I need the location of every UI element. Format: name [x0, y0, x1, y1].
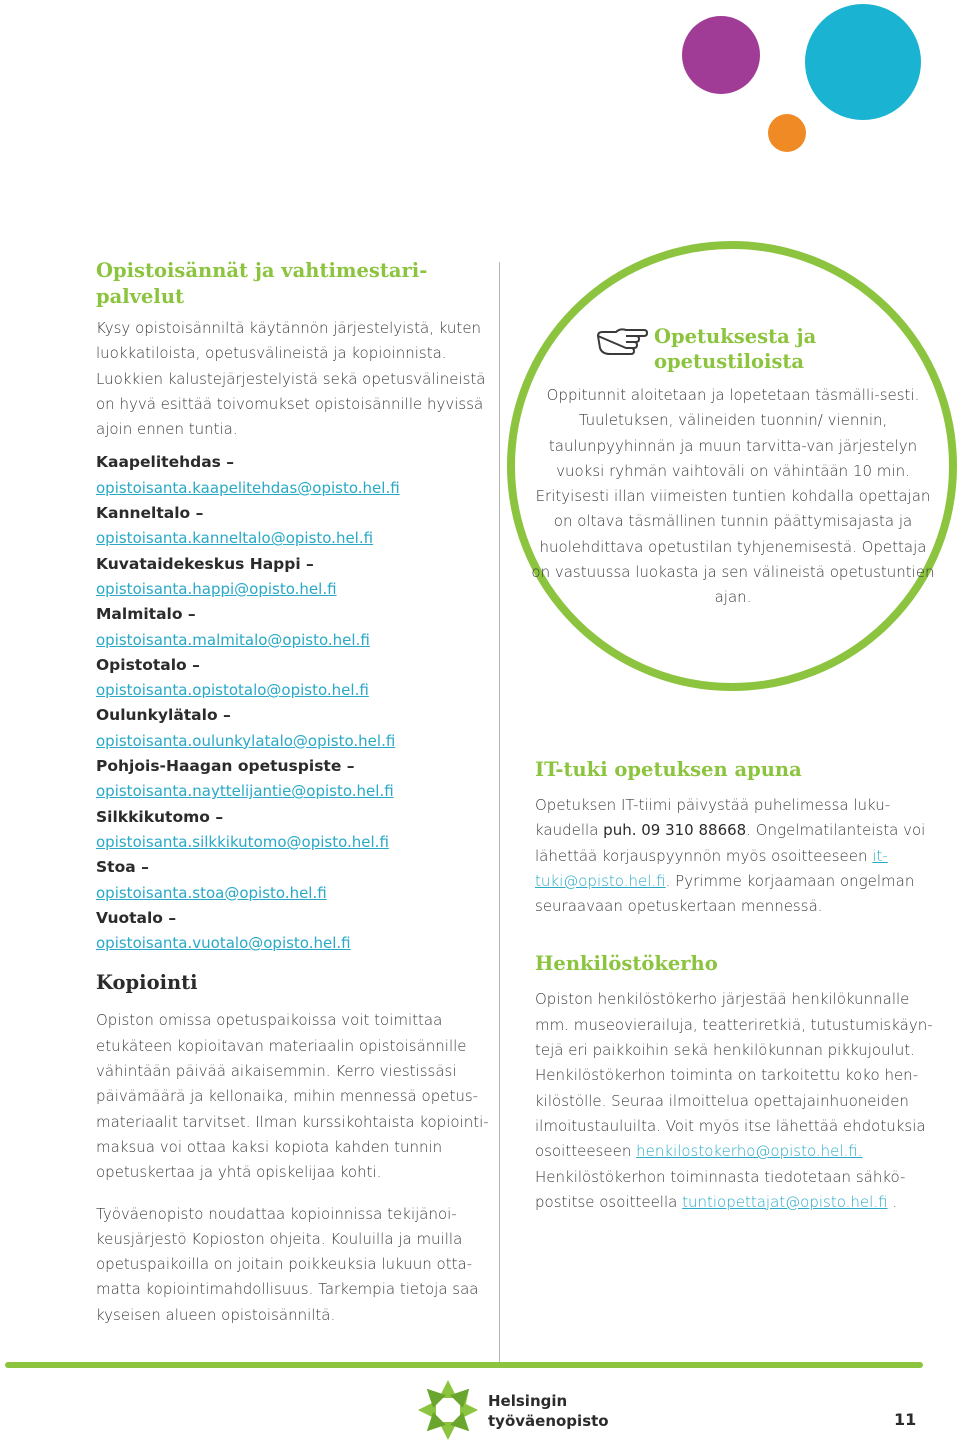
decorative-purple-dot	[682, 16, 760, 94]
pointing-hand-icon	[596, 326, 648, 360]
venue-name: Kuvataidekeskus Happi –	[96, 554, 314, 573]
footer-rule	[5, 1362, 923, 1368]
it-support-email-link[interactable]: it-tuki@opisto.hel.fi	[535, 846, 888, 890]
venue-name: Pohjois-Haagan opetuspiste –	[96, 757, 355, 776]
venue-email-link[interactable]: opistoisanta.kanneltalo@opisto.hel.fi	[96, 529, 374, 548]
logo-text	[488, 1391, 609, 1431]
club-text-end: .	[887, 1192, 898, 1211]
it-support-paragraph	[535, 793, 935, 919]
staff-club-email-link[interactable]: henkilostokerho@opisto.hel.fi.	[636, 1142, 863, 1161]
venue-email-link[interactable]: opistoisanta.nayttelijantie@opisto.hel.fi	[96, 782, 394, 801]
venue-name: Stoa –	[96, 858, 149, 877]
heading-it-support: IT-tuki opetuksen apuna	[535, 758, 802, 781]
venue-email-link[interactable]: opistoisanta.kaapelitehdas@opisto.hel.fi	[96, 478, 400, 497]
copying-paragraph-1: Opiston omissa opetuspaikoissa voit toimittaa etukäteen kopioitavan materiaalin opistoisännille vähintään päivää aikaisemmin. Kerro viestissäsi päivämäärä ja kellonaika, mihin mennessä opetus-materiaalit tarvitset. Ilman kurssikohtaista kopiointi-maksua voi ottaa kaksi kopiota kahden tunnin opetuskertaa ja yhtä opiskelijaa kohti.	[96, 1011, 489, 1182]
it-text-start: Opetuksen IT-tiimi päivystää puhelimessa luku-kaudella	[535, 796, 891, 840]
venue-email-link[interactable]: opistoisanta.silkkikutomo@opisto.hel.fi	[96, 832, 389, 851]
it-text-end: . Pyrimme korjaamaan ongelman seuraavaan opetuskertaan mennessä.	[535, 871, 915, 916]
venue-name: Kaapelitehdas –	[96, 453, 235, 472]
venue-list	[96, 450, 491, 956]
heading-copying: Kopiointi	[96, 971, 198, 995]
decorative-cyan-dot	[805, 4, 921, 120]
column-divider	[499, 262, 500, 1364]
left-column	[96, 258, 491, 1328]
copying-paragraph-2: Työväenopisto noudattaa kopioinnissa tekijänoi-keusjärjestö Kopioston ohjeita. Kouluilla ja muilla opetuspaikoilla on joitain poikkeuksia lukuun otta-matta kopiointimahdollisuus. Tarkempia tietoja saa kyseisen alueen opistoisänniltä.	[96, 1204, 479, 1324]
heading-staff-club: Henkilöstökerho	[535, 952, 718, 976]
decorative-orange-dot	[768, 114, 806, 152]
club-text-middle: Henkilöstökerhon toiminnasta tiedotetaan sähkö-postitse osoitteella	[535, 1167, 906, 1211]
teaching-paragraph: Oppitunnit aloitetaan ja lopetetaan täsmälli-sesti. Tuuletuksen, välineiden tuonnin/ viennin, taulunpyyhinnän ja muun tarvitta-van järjestelyn vuoksi ryhmän vaihtoväli on vähintään 10 min. Erityisesti illan viimeisten tuntien kohdalla opettajan on oltava täsmällinen tunnin päättymisajasta ja huolehdittava opetustilan tyhjenemisestä. Opettaja on vastuussa luokasta ja sen välineistä opetustuntien ajan.	[531, 386, 935, 607]
venue-name: Malmitalo –	[96, 605, 196, 624]
heading-teaching: Opetuksesta ja opetustiloista	[654, 325, 817, 373]
venue-email-link[interactable]: opistoisanta.vuotalo@opisto.hel.fi	[96, 934, 351, 953]
right-column	[535, 757, 935, 1215]
venue-email-link[interactable]: opistoisanta.oulunkylatalo@opisto.hel.fi	[96, 731, 396, 750]
club-text-start: Opiston henkilöstökerho järjestää henkilökunnalle mm. museovierailuja, teatteriretkiä, tutustumiskäyn-tejä eri paikkoihin sekä henkilökunnan pikkujoulut. Henkilöstökerhon toiminta on tarkoitettu koko hen-kilöstölle. Seuraa ilmoittelua opettajainhuoneiden ilmoitustauluilta. Voit myös itse lähettää ehdotuksia osoitteeseen	[535, 990, 933, 1161]
venue-email-link[interactable]: opistoisanta.opistotalo@opisto.hel.fi	[96, 681, 369, 700]
venue-name: Oulunkylätalo –	[96, 706, 231, 725]
circle-header	[596, 324, 816, 374]
teachers-email-link[interactable]: tuntiopettajat@opisto.hel.fi	[682, 1192, 888, 1211]
venue-email-link[interactable]: opistoisanta.malmitalo@opisto.hel.fi	[96, 630, 370, 649]
it-phone: puh. 09 310 88668	[603, 821, 747, 840]
caretakers-intro: Kysy opistoisänniltä käytännön järjestelyistä, kuten luokkatiloista, opetusvälineistä ja kopioinnista. Luokkien kalustejärjestelyistä sekä opetusvälineistä on hyvä esittää toivomukset opistoisännille hyvissä ajoin ennen tuntia.	[96, 319, 486, 439]
venue-email-link[interactable]: opistoisanta.stoa@opisto.hel.fi	[96, 883, 327, 902]
logo-line-1: Helsingin	[488, 1392, 568, 1410]
venue-name: Opistotalo –	[96, 655, 200, 674]
heading-caretakers: Opistoisännät ja vahtimestari- palvelut	[96, 259, 428, 308]
page-number: 11	[894, 1410, 917, 1429]
it-text-middle: . Ongelmatilanteista voi lähettää korjauspyynnön myös osoitteeseen	[535, 821, 926, 865]
logo-line-2: työväenopisto	[488, 1412, 609, 1430]
venue-name: Silkkikutomo –	[96, 807, 224, 826]
venue-name: Kanneltalo –	[96, 504, 204, 523]
venue-name: Vuotalo –	[96, 908, 177, 927]
venue-email-link[interactable]: opistoisanta.happi@opisto.hel.fi	[96, 579, 337, 598]
staff-club-paragraph	[535, 987, 935, 1215]
helsinki-logo-icon	[416, 1378, 480, 1442]
